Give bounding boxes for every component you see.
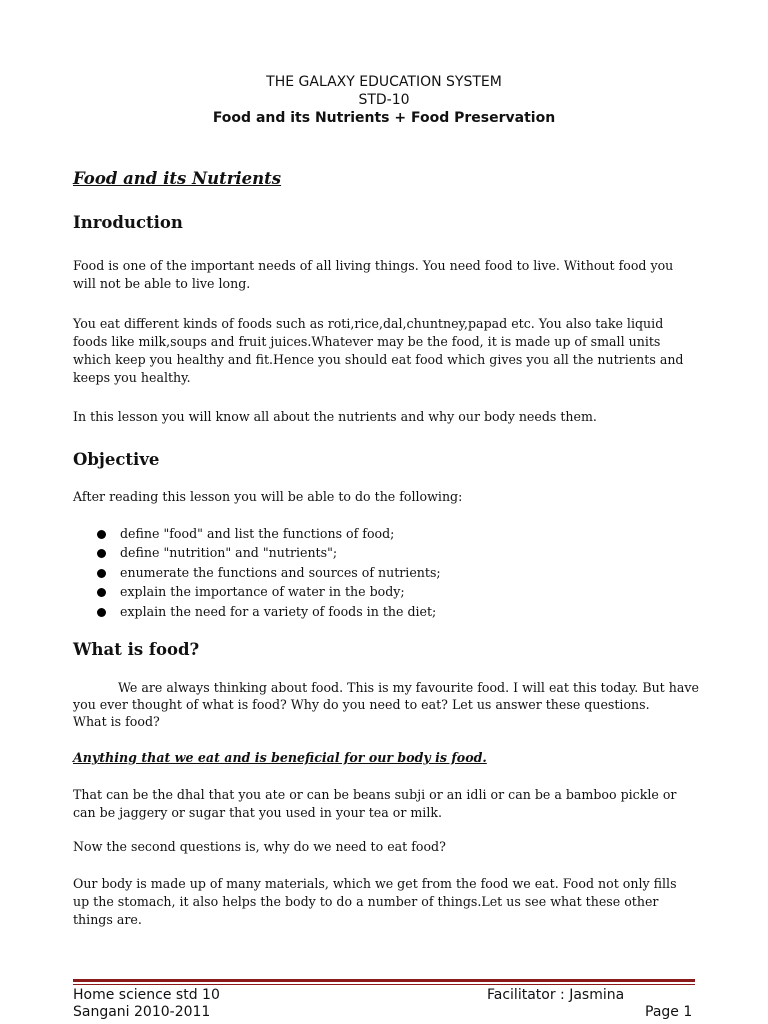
what-is-food-line-1: We are always thinking about food. This is my favourite food. I will eat this today. But have xyxy=(118,680,699,695)
introduction-heading: Inroduction xyxy=(73,213,183,232)
list-item-text: explain the need for a variety of foods in the diet; xyxy=(120,604,437,619)
footer-facilitator: Facilitator : Jasmina xyxy=(487,987,625,1003)
what-is-food-line-3: What is food? xyxy=(73,714,160,729)
objective-heading: Objective xyxy=(73,450,160,469)
what-is-food-heading: What is food? xyxy=(73,640,200,659)
footer-year: Sangani 2010-2011 xyxy=(73,1004,211,1020)
second-question-paragraph: Now the second questions is, why do we need to eat food? xyxy=(73,839,446,854)
bullet-icon xyxy=(97,549,106,558)
footer-rule-thin xyxy=(73,984,695,985)
list-item xyxy=(73,544,633,562)
objective-intro: After reading this lesson you will be able to do the following: xyxy=(73,489,463,504)
body-materials-paragraph: Our body is made up of many materials, which we get from the food we eat. Food not only fills up the stomach, it also helps the body to do a number of things.Let us see what these other things are. xyxy=(73,876,677,927)
intro-paragraph-2: You eat different kinds of foods such as roti,rice,dal,chuntney,papad etc. You also take liquid foods like milk,soups and fruit juices.Whatever may be the food, it is made up of small units which keep you healthy and fit.Hence you should eat food which gives you all the nutrients and keeps you healthy. xyxy=(73,316,684,385)
bullet-icon xyxy=(97,588,106,597)
list-item-text: define "nutrition" and "nutrients"; xyxy=(120,545,338,560)
org-title: THE GALAXY EDUCATION SYSTEM xyxy=(266,74,502,90)
examples-paragraph: That can be the dhal that you ate or can be beans subji or an idli or can be a bamboo pickle or can be jaggery or sugar that you used in your tea or milk. xyxy=(73,787,677,820)
what-is-food-line-2: you ever thought of what is food? Why do you need to eat? Let us answer these questions. xyxy=(73,697,650,712)
list-item xyxy=(73,603,633,621)
list-item-text: enumerate the functions and sources of nutrients; xyxy=(120,565,441,580)
intro-paragraph-3: In this lesson you will know all about the nutrients and why our body needs them. xyxy=(73,409,597,424)
footer-course: Home science std 10 xyxy=(73,987,220,1003)
document-topic: Food and its Nutrients + Food Preservation xyxy=(212,110,556,126)
footer-rule-thick xyxy=(73,979,695,982)
intro-paragraph-1: Food is one of the important needs of all living things. You need food to live. Without food you will not be able to live long. xyxy=(73,258,674,291)
bullet-icon xyxy=(97,569,106,578)
list-item xyxy=(73,564,633,582)
list-item-text: define "food" and list the functions of food; xyxy=(120,526,395,541)
standard-label: STD-10 xyxy=(358,92,410,108)
bullet-icon xyxy=(97,530,106,539)
list-item xyxy=(73,525,633,543)
section-title: Food and its Nutrients xyxy=(73,169,282,188)
bullet-icon xyxy=(97,608,106,617)
food-definition: Anything that we eat and is beneficial for our body is food. xyxy=(73,750,487,765)
list-item-text: explain the importance of water in the body; xyxy=(120,584,405,599)
page-number: Page 1 xyxy=(645,1004,693,1020)
list-item xyxy=(73,583,633,601)
